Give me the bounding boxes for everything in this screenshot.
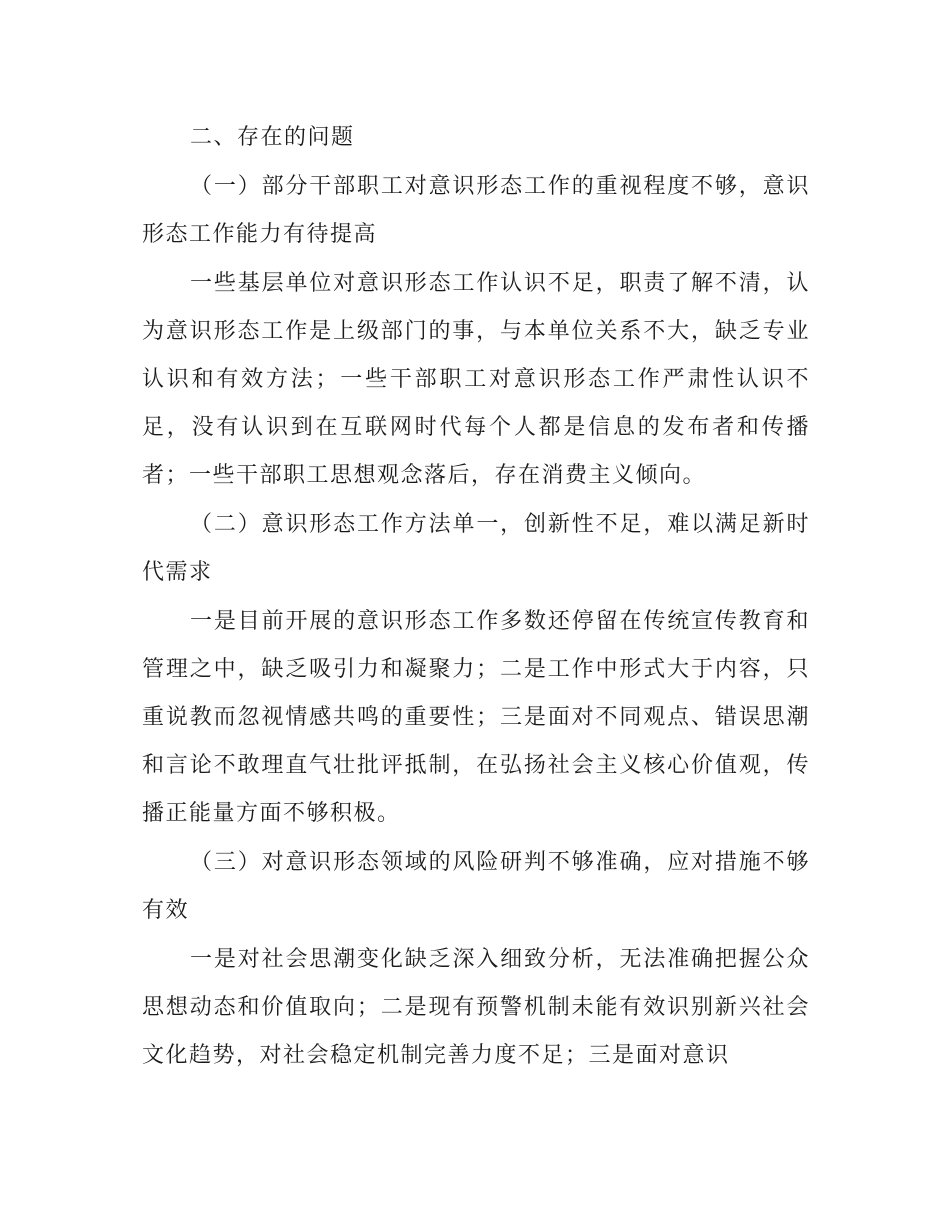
document-body xyxy=(142,114,810,1081)
paragraph-2: 一是目前开展的意识形态工作多数还停留在传统宣传教育和管理之中，缺乏吸引力和凝聚力；二是工作中形式大于内容，只重说教而忽视情感共鸣的重要性；三是面对不同观点、错误思潮和言论不敢理直气壮批评抵制，在弘扬社会主义核心价值观，传播正能量方面不够积极。 xyxy=(142,609,810,826)
subheading-3: （三）对意识形态领域的风险研判不够准确，应对措施不够有效 xyxy=(142,850,810,923)
subheading-2: （二）意识形态工作方法单一，创新性不足，难以满足新时代需求 xyxy=(142,512,810,585)
paragraph-1: 一些基层单位对意识形态工作认识不足，职责了解不清，认为意识形态工作是上级部门的事，与本单位关系不大，缺乏专业认识和有效方法；一些干部职工对意识形态工作严肃性认识不足，没有认识到在互联网时代每个人都是信息的发布者和传播者；一些干部职工思想观念落后，存在消费主义倾向。 xyxy=(142,271,810,488)
subheading-1: （一）部分干部职工对意识形态工作的重视程度不够，意识形态工作能力有待提高 xyxy=(142,174,810,247)
section-title: 二、存在的问题 xyxy=(190,125,355,150)
paragraph-3: 一是对社会思潮变化缺乏深入细致分析，无法准确把握公众思想动态和价值取向；二是现有预警机制未能有效识别新兴社会文化趋势，对社会稳定机制完善力度不足；三是面对意识 xyxy=(142,947,810,1068)
